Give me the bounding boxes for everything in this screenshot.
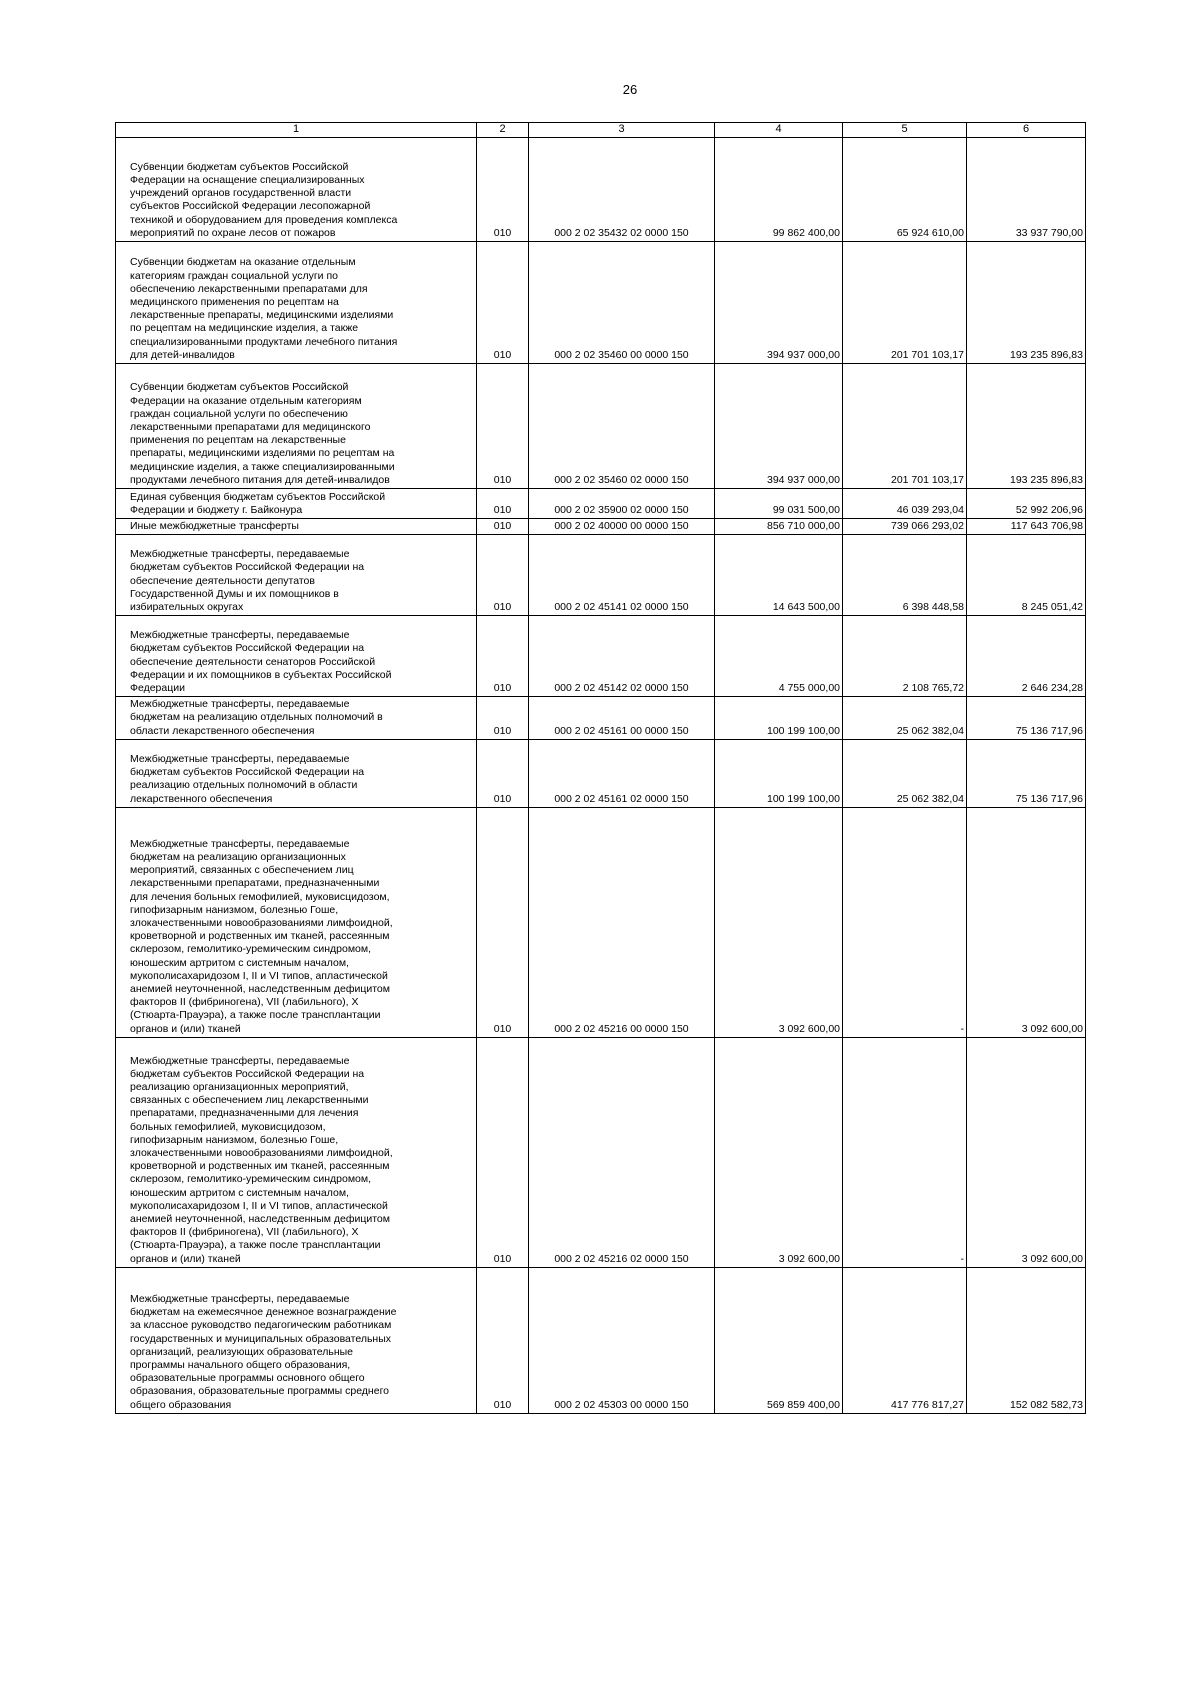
row-name-text: Межбюджетные трансферты, передаваемые бюджетам на ежемесячное денежное вознаграждение за классное руководство педагогическим работникам государственных и муниципальных образовательных организаций, реализующих образовательные программы начального общего образования, образовательные программы основного общего образования, образовательные программы среднего общего образования <box>130 1292 397 1411</box>
row-name-cell <box>116 616 477 697</box>
row-budget-code-cell: 000 2 02 45216 00 0000 150 <box>529 807 715 1037</box>
row-name-text: Межбюджетные трансферты, передаваемые бюджетам на реализацию организационных мероприятий, связанных с обеспечением лиц лекарственными препаратами, предназначенными для лечения больных гемофилией, муковисцидозом, гипофизарным нанизмом, болезнью Гоше, злокачественными новообразованиями лимфоидной, кроветворной и родственных им тканей, рассеянным склерозом, гемолитико-уремическим синдромом, юношеским артритом с системным началом, мукополисахаридозом I, II и VI типов, апластической анемией неуточненной, наследственным дефицитом факторов II (фибриногена), VII (лабильного), X (Стюарта-Прауэра), а также после трансплантации органов и (или) тканей <box>130 837 393 1035</box>
row-admin-code-cell: 010 <box>477 242 529 364</box>
table-row <box>116 138 1086 242</box>
row-remainder-cell: 117 643 706,98 <box>967 519 1086 535</box>
table-row <box>116 242 1086 364</box>
row-plan-cell: 3 092 600,00 <box>715 807 843 1037</box>
table-row <box>116 1267 1086 1413</box>
row-executed-cell: - <box>843 807 967 1037</box>
column-header: 2 <box>477 123 529 138</box>
row-executed-cell: - <box>843 1037 967 1267</box>
row-executed-cell: 25 062 382,04 <box>843 697 967 740</box>
row-name-cell <box>116 697 477 740</box>
row-plan-cell: 4 755 000,00 <box>715 616 843 697</box>
row-budget-code-cell: 000 2 02 45161 00 0000 150 <box>529 697 715 740</box>
row-admin-code-cell: 010 <box>477 1267 529 1413</box>
row-admin-code-cell: 010 <box>477 535 529 616</box>
table-row <box>116 519 1086 535</box>
row-plan-cell: 394 937 000,00 <box>715 242 843 364</box>
row-budget-code-cell: 000 2 02 35432 02 0000 150 <box>529 138 715 242</box>
table-row <box>116 616 1086 697</box>
row-name-text: Иные межбюджетные трансферты <box>130 520 299 532</box>
row-remainder-cell: 75 136 717,96 <box>967 739 1086 807</box>
row-budget-code-cell: 000 2 02 45141 02 0000 150 <box>529 535 715 616</box>
column-header: 5 <box>843 123 967 138</box>
row-name-text: Межбюджетные трансферты, передаваемые бюджетам субъектов Российской Федерации на обеспечение деятельности депутатов Государственной Думы и их помощников в избирательных округах <box>130 548 365 613</box>
row-name-cell <box>116 489 477 519</box>
row-name-cell <box>116 535 477 616</box>
table-row <box>116 697 1086 740</box>
row-name-text: Межбюджетные трансферты, передаваемые бюджетам субъектов Российской Федерации на реализацию отдельных полномочий в области лекарственного обеспечения <box>130 753 365 805</box>
column-header: 3 <box>529 123 715 138</box>
row-plan-cell: 394 937 000,00 <box>715 364 843 489</box>
row-budget-code-cell: 000 2 02 35900 02 0000 150 <box>529 489 715 519</box>
row-budget-code-cell: 000 2 02 35460 00 0000 150 <box>529 242 715 364</box>
row-budget-code-cell: 000 2 02 40000 00 0000 150 <box>529 519 715 535</box>
column-header: 6 <box>967 123 1086 138</box>
row-executed-cell: 739 066 293,02 <box>843 519 967 535</box>
row-budget-code-cell: 000 2 02 45161 02 0000 150 <box>529 739 715 807</box>
row-plan-cell: 3 092 600,00 <box>715 1037 843 1267</box>
row-remainder-cell: 52 992 206,96 <box>967 489 1086 519</box>
table-body <box>116 138 1086 1414</box>
row-admin-code-cell: 010 <box>477 489 529 519</box>
row-remainder-cell: 3 092 600,00 <box>967 807 1086 1037</box>
row-name-cell <box>116 807 477 1037</box>
row-budget-code-cell: 000 2 02 45303 00 0000 150 <box>529 1267 715 1413</box>
column-header: 4 <box>715 123 843 138</box>
row-executed-cell: 6 398 448,58 <box>843 535 967 616</box>
row-name-cell <box>116 739 477 807</box>
row-name-text: Межбюджетные трансферты, передаваемые бюджетам на реализацию отдельных полномочий в области лекарственного обеспечения <box>130 698 383 737</box>
row-admin-code-cell: 010 <box>477 364 529 489</box>
row-executed-cell: 201 701 103,17 <box>843 364 967 489</box>
row-executed-cell: 201 701 103,17 <box>843 242 967 364</box>
row-name-text: Субвенции бюджетам субъектов Российской Федерации на оказание отдельным категориям граждан социальной услуги по обеспечению лекарственными препаратами для медицинского применения по рецептам на лекарственные препараты, медицинскими изделиями по рецептам на медицинские изделия, а также специализированными продуктами лечебного питания для детей-инвалидов <box>130 381 395 486</box>
page-number: 26 <box>622 82 638 97</box>
table-row <box>116 807 1086 1037</box>
row-executed-cell: 46 039 293,04 <box>843 489 967 519</box>
row-executed-cell: 65 924 610,00 <box>843 138 967 242</box>
row-name-cell <box>116 519 477 535</box>
row-admin-code-cell: 010 <box>477 739 529 807</box>
table-row <box>116 489 1086 519</box>
row-remainder-cell: 193 235 896,83 <box>967 364 1086 489</box>
table-row <box>116 535 1086 616</box>
row-admin-code-cell: 010 <box>477 138 529 242</box>
row-name-text: Межбюджетные трансферты, передаваемые бюджетам субъектов Российской Федерации на обеспечение деятельности сенаторов Российской Федерации и их помощников в субъектах Российской Федерации <box>130 629 392 694</box>
row-name-text: Единая субвенция бюджетам субъектов Российской Федерации и бюджету г. Байконура <box>130 490 386 516</box>
row-remainder-cell: 193 235 896,83 <box>967 242 1086 364</box>
row-name-cell <box>116 364 477 489</box>
row-remainder-cell: 33 937 790,00 <box>967 138 1086 242</box>
row-name-text: Субвенции бюджетам на оказание отдельным категориям граждан социальной услуги по обеспечению лекарственными препаратами для медицинского применения по рецептам на лекарственные препараты, медицинскими изделиями по рецептам на медицинские изделия, а также специализированными продуктами лечебного питания для детей-инвалидов <box>130 256 398 361</box>
table-row <box>116 1037 1086 1267</box>
table-row <box>116 739 1086 807</box>
row-name-cell <box>116 138 477 242</box>
row-admin-code-cell: 010 <box>477 519 529 535</box>
row-remainder-cell: 152 082 582,73 <box>967 1267 1086 1413</box>
row-remainder-cell: 2 646 234,28 <box>967 616 1086 697</box>
row-name-cell <box>116 242 477 364</box>
row-plan-cell: 100 199 100,00 <box>715 739 843 807</box>
row-admin-code-cell: 010 <box>477 807 529 1037</box>
row-remainder-cell: 75 136 717,96 <box>967 697 1086 740</box>
row-executed-cell: 25 062 382,04 <box>843 739 967 807</box>
budget-table <box>115 122 1086 1414</box>
row-budget-code-cell: 000 2 02 35460 02 0000 150 <box>529 364 715 489</box>
row-executed-cell: 2 108 765,72 <box>843 616 967 697</box>
row-admin-code-cell: 010 <box>477 1037 529 1267</box>
row-plan-cell: 99 031 500,00 <box>715 489 843 519</box>
row-admin-code-cell: 010 <box>477 616 529 697</box>
row-remainder-cell: 8 245 051,42 <box>967 535 1086 616</box>
row-plan-cell: 100 199 100,00 <box>715 697 843 740</box>
row-plan-cell: 14 643 500,00 <box>715 535 843 616</box>
row-name-text: Субвенции бюджетам субъектов Российской Федерации на оснащение специализированных учреждений органов государственной власти субъектов Российской Федерации лесопожарной техникой и оборудованием для проведения комплекса мероприятий по охране лесов от пожаров <box>130 160 398 239</box>
row-budget-code-cell: 000 2 02 45142 02 0000 150 <box>529 616 715 697</box>
row-plan-cell: 569 859 400,00 <box>715 1267 843 1413</box>
column-header: 1 <box>116 123 477 138</box>
row-name-cell <box>116 1037 477 1267</box>
table-row <box>116 364 1086 489</box>
row-plan-cell: 856 710 000,00 <box>715 519 843 535</box>
row-remainder-cell: 3 092 600,00 <box>967 1037 1086 1267</box>
row-plan-cell: 99 862 400,00 <box>715 138 843 242</box>
row-name-text: Межбюджетные трансферты, передаваемые бюджетам субъектов Российской Федерации на реализацию организационных мероприятий, связанных с обеспечением лиц лекарственными препаратами, предназначенными для лечения больных гемофилией, муковисцидозом, гипофизарным нанизмом, болезнью Гоше, злокачественными новообразованиями лимфоидной, кроветворной и родственных им тканей, рассеянным склерозом, гемолитико-уремическим синдромом, юношеским артритом с системным началом, мукополисахаридозом I, II и VI типов, апластической анемией неуточненной, наследственным дефицитом факторов II (фибриногена), VII (лабильного), X (Стюарта-Прауэра), а также после трансплантации органов и (или) тканей <box>130 1054 393 1265</box>
table-header-row <box>116 123 1086 138</box>
row-name-cell <box>116 1267 477 1413</box>
row-executed-cell: 417 776 817,27 <box>843 1267 967 1413</box>
row-admin-code-cell: 010 <box>477 697 529 740</box>
row-budget-code-cell: 000 2 02 45216 02 0000 150 <box>529 1037 715 1267</box>
